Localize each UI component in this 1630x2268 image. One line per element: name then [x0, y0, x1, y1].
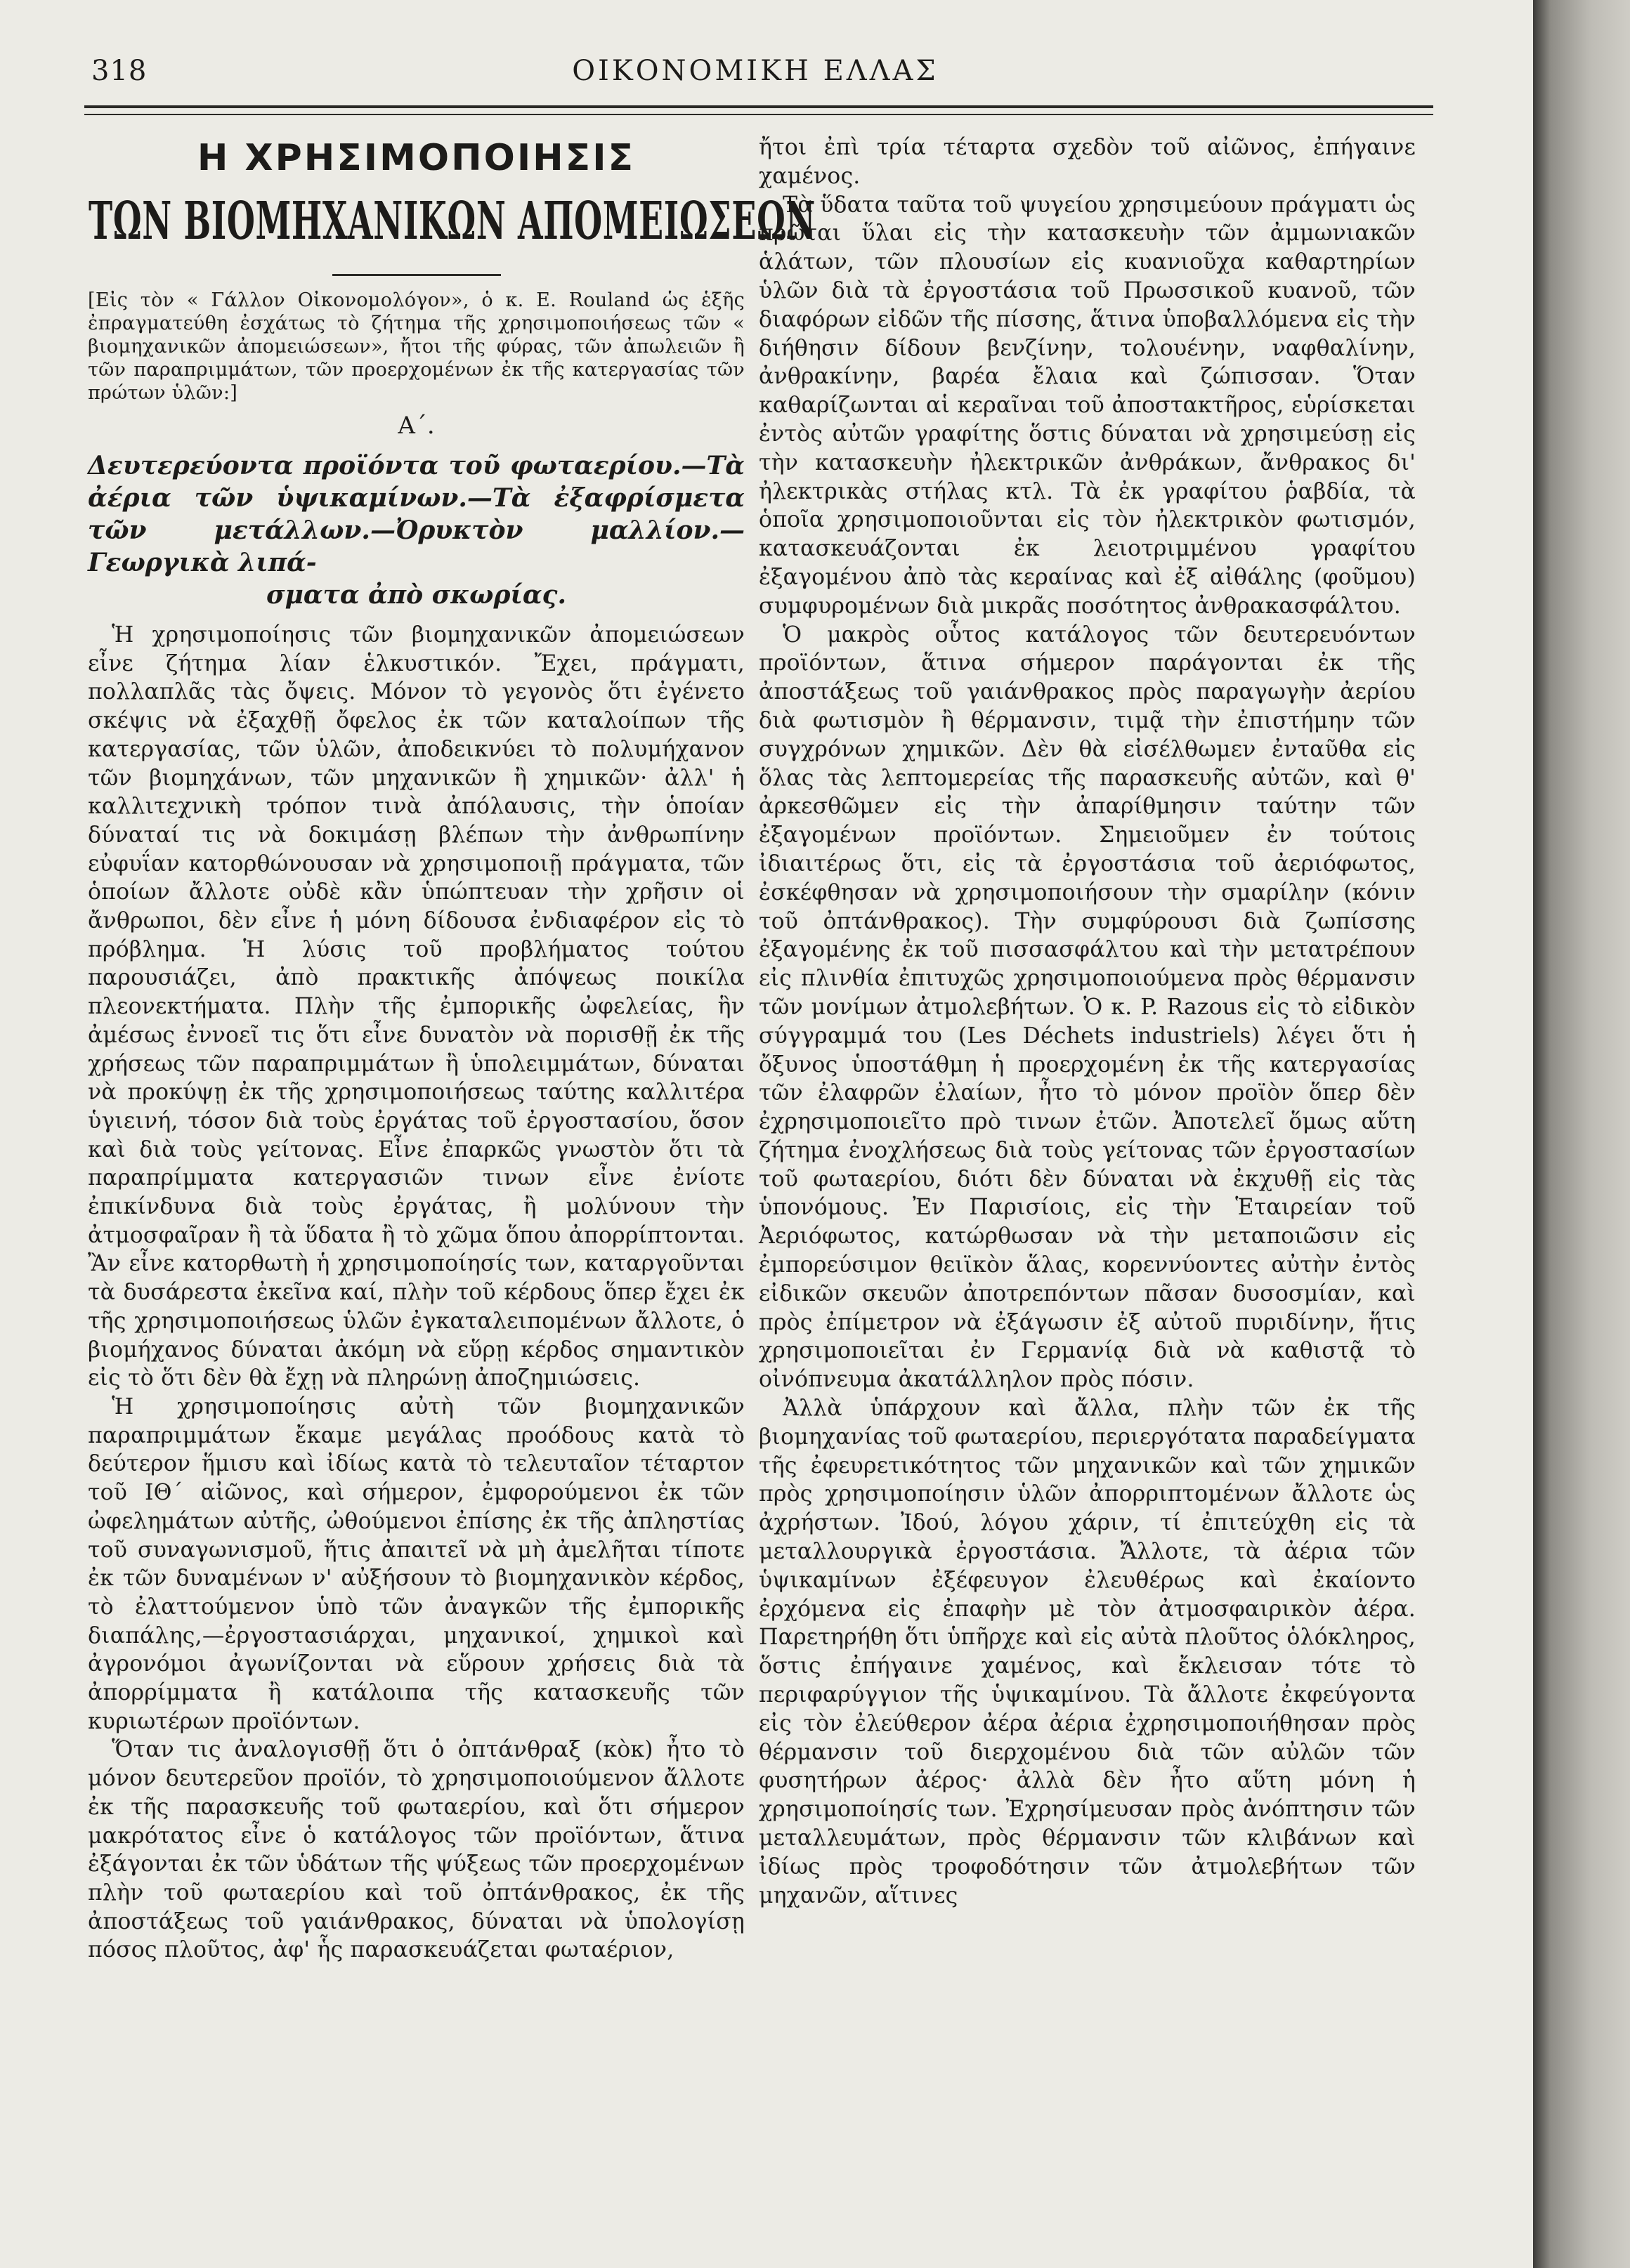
- right-paragraph-1: ἤτοι ἐπὶ τρία τέταρτα σχεδὸν τοῦ αἰῶνος, ἐπήγαινε χαμένος.: [759, 135, 1416, 189]
- left-column: [88, 133, 816, 1965]
- section-mark: Α΄.: [398, 412, 435, 440]
- article-title-line2: ΤΩΝ ΒΙΟΜΗΧΑΝΙΚΩΝ ΑΠΟΜΕΙΩΣΕΩΝ: [88, 191, 816, 251]
- left-paragraph-3: Ὅταν τις ἀναλογισθῇ ὅτι ὁ ὀπτάνθραξ (κὸκ) ἦτο τὸ μόνον δευτερεῦον προϊόν, τὸ χρησιμοποιούμενον ἄλλοτε ἐκ τῆς παρασκευῆς τοῦ φωταερίου, καὶ ὅτι σήμερον μακρότατος εἶνε ὁ κατάλογος τῶν προϊόντων, ἅτινα ἐξάγονται ἐκ τῶν ὑδάτων τῆς ψύξεως τῶν προερχομένων πλὴν τοῦ φωταερίου καὶ τοῦ ὀπτάνθρακος, ἐκ τῆς ἀποστάξεως τοῦ γαιάνθρακος, δύναται νὰ ὑπολογίσῃ πόσος πλοῦτος, ἀφ' ἧς παρασκευάζεται φωταέριον,: [88, 1737, 745, 1963]
- right-paragraph-4: Ἀλλὰ ὑπάρχουν καὶ ἄλλα, πλὴν τῶν ἐκ τῆς βιομηχανίας τοῦ φωταερίου, περιεργότατα παραδείγματα τῆς ἐφευρετικότητος τῶν μηχανικῶν καὶ τῶν χημικῶν πρὸς χρησιμοποίησιν ὑλῶν ἀπορριπτομένων ἄλλοτε ὡς ἀχρήστων. Ἰδού, λόγου χάριν, τί ἐπιτεύχθη εἰς τὰ μεταλλουργικὰ ἐργοστάσια. Ἄλλοτε, τὰ ἀέρια τῶν ὑψικαμίνων ἐξέφευγον ἐλευθέρως καὶ ἐκαίοντο ἐρχόμενα εἰς ἐπαφὴν μὲ τὸν ἀτμοσφαιρικὸν ἀέρα. Παρετηρήθη ὅτι ὑπῆρχε καὶ εἰς αὐτὰ πλοῦτος ὁλόκληρος, ὅστις ἐπήγαινε χαμένος, καὶ ἔκλεισαν τότε τὸ περιφαρύγγιον τῆς ὑψικαμίνου. Τὰ ἄλλοτε ἐκφεύγοντα εἰς τὸν ἐλεύθερον ἀέρα ἀέρια ἐχρησιμοποιήθησαν πρὸς θέρμανσιν τοῦ διερχομένου διὰ τῶν αὐλῶν τῶν φυσητήρων ἀέρος· ἀλλὰ δὲν ἦτο αὕτη μόνη ἡ χρησιμοποίησίς των. Ἐχρησίμευσαν πρὸς ἀνόπτησιν τῶν μεταλλευμάτων, πρὸς θέρμανσιν τῶν κλιβάνων καὶ ἰδίως πρὸς τροφοδότησιν τῶν ἀτμολεβήτων τῶν μηχανῶν, αἵτινες: [759, 1396, 1416, 1908]
- header-rule-thick: [84, 105, 1433, 108]
- header-rule-thin: [84, 114, 1433, 115]
- right-paragraph-2: Τὰ ὕδατα ταῦτα τοῦ ψυγείου χρησιμεύουν πράγματι ὡς πρῶται ὕλαι εἰς τὴν κατασκευὴν τῶν ἀμμωνιακῶν ἁλάτων, τῶν πλουσίων εἰς κυανιοῦχα καθαρτηρίων ὑλῶν διὰ τὰ ἐργοστάσια τοῦ Πρωσσικοῦ κυανοῦ, τῶν διαφόρων εἰδῶν τῆς πίσσης, ἅτινα ὑποβαλλόμενα εἰς τὴν διήθησιν δίδουν βενζίνην, τολουένην, ναφθαλίνην, ἀνθρακίνην, βαρέα ἔλαια καὶ ζώπισσαν. Ὅταν καθαρίζωνται αἱ κεραῖναι τοῦ ἀποστακτῆρος, εὑρίσκεται ἐντὸς αὐτῶν γραφίτης ὅστις δύναται νὰ χρησιμεύσῃ εἰς τὴν κατασκευὴν ἠλεκτρικῶν ἀνθράκων, ἄνθρακος δι' ἠλεκτρικὰς στήλας κτλ. Τὰ ἐκ γραφίτου ῥαβδία, τὰ ὁποῖα χρησιμοποιοῦνται εἰς τὸν ἠλεκτρικὸν φωτισμόν, κατασκευάζονται ἐκ λειοτριμμένου γραφίτου ἐξαγομένου ἀπὸ τὰς κεραίνας καὶ ἐξ αἰθάλης (φοῦμου) συμφυρομένων διὰ μικρᾶς ποσότητος ἀνθρακασφάλτου.: [759, 192, 1416, 619]
- journal-title: ΟΙΚΟΝΟΜΙΚΗ ΕΛΛΑΣ: [572, 55, 939, 87]
- running-header: [91, 55, 1419, 97]
- left-paragraph-1: Ἡ χρησιμοποίησις τῶν βιομηχανικῶν ἀπομειώσεων εἶνε ζήτημα λίαν ἑλκυστικόν. Ἔχει, πράγματι, πολλαπλᾶς τὰς ὄψεις. Μόνον τὸ γεγονὸς ὅτι ἐγένετο σκέψις νὰ ἐξαχθῇ ὄφελος ἐκ τῶν καταλοίπων τῆς κατεργασίας, τῶν ὑλῶν, ἀποδεικνύει τὸ πολυμήχανον τῶν βιομηχάνων, τῶν μηχανικῶν ἢ χημικῶν· ἀλλ' ἡ καλλιτεχνικὴ τρόπον τινὰ ἀπόλαυσις, τὴν ὁποίαν δύναταί τις νὰ δοκιμάσῃ βλέπων τὴν ἀνθρωπίνην εὐφυΐαν κατορθώνουσαν νὰ χρησιμοποιῇ πράγματα, τῶν ὁποίων ἄλλοτε οὐδὲ κἂν ὑπώπτευαν τὴν χρῆσιν οἱ ἄνθρωποι, δὲν εἶνε ἡ μόνη δίδουσα ἐνδιαφέρον εἰς τὸ πρόβλημα. Ἡ λύσις τοῦ προβλήματος τούτου παρουσιάζει, ἀπὸ πρακτικῆς ἀπόψεως ποικίλα πλεονεκτήματα. Πλὴν τῆς ἐμπορικῆς ὠφελείας, ἣν ἀμέσως ἐννοεῖ τις ὅτι εἶνε δυνατὸν νὰ πορισθῇ ἐκ τῆς χρήσεως τῶν παραπριμμάτων ἢ ὑπολειμμάτων, δύναται νὰ προκύψῃ ἐκ τῆς χρησιμοποιήσεως ταύτης καλλιτέρα ὑγιεινή, τόσον διὰ τοὺς ἐργάτας τοῦ ἐργοστασίου, ὅσον καὶ διὰ τοὺς γείτονας. Εἶνε ἐπαρκῶς γνωστὸν ὅτι τὰ παραπρίμματα κατεργασιῶν τινων εἶνε ἐνίοτε ἐπικίνδυνα διὰ τοὺς ἐργάτας, ἢ μολύνουν τὴν ἀτμοσφαῖραν ἢ τὰ ὕδατα ἢ τὸ χῶμα ὅπου ἀπορρίπτονται. Ἂν εἶνε κατορθωτὴ ἡ χρησιμοποίησίς των, καταργοῦνται τὰ δυσάρεστα ἐκεῖνα καί, πλὴν τοῦ κέρδους ὅπερ ἔχει ἐκ τῆς χρησιμοποιήσεως ὑλῶν ἐγκαταλειπομένων ἄλλοτε, ὁ βιομήχανος δύναται ἀκόμη νὰ εὕρῃ κέρδος σημαντικὸν εἰς τὸ ὅτι δὲν θὰ ἔχῃ νὰ πληρώνῃ ἀποζημιώσεις.: [88, 622, 745, 1391]
- right-paragraph-3: Ὁ μακρὸς οὗτος κατάλογος τῶν δευτερευόντων προϊόντων, ἅτινα σήμερον παράγονται ἐκ τῆς ἀποστάξεως τοῦ γαιάνθρακος πρὸς παραγωγὴν ἀερίου διὰ φωτισμὸν ἢ θέρμανσιν, τιμᾷ τὴν ἐπιστήμην τῶν συγχρόνων χημικῶν. Δὲν θὰ εἰσέλθωμεν ἐνταῦθα εἰς ὅλας τὰς λεπτομερείας τῆς παρασκευῆς αὐτῶν, καὶ θ' ἀρκεσθῶμεν εἰς τὴν ἀπαρίθμησιν ταύτην τῶν ἐξαγομένων προϊόντων. Σημειοῦμεν ἐν τούτοις ἰδιαιτέρως ὅτι, εἰς τὰ ἐργοστάσια τοῦ ἀεριόφωτος, ἐσκέφθησαν νὰ χρησιμοποιήσουν τὴν σμαρίλην (κόνιν τοῦ ὀπτάνθρακος). Τὴν συμφύρουσι διὰ ζωπίσσης ἐξαγομένης ἐκ τοῦ πισσασφάλτου καὶ τὴν μετατρέπουν εἰς πλινθία ἐπιτυχῶς χρησιμοποιούμενα πρὸς θέρμανσιν τῶν μονίμων ἀτμολεβήτων. Ὁ κ. P. Razous εἰς τὸ εἰδικὸν σύγγραμμά του (Les Déchets industriels) λέγει ὅτι ἡ ὄξυνος ὑποστάθμη ἡ προερχομένη ἐκ τῆς κατεργασίας τῶν ἐλαφρῶν ἐλαίων, ἦτο τὸ μόνον προϊὸν ὅπερ δὲν ἐχρησιμοποιεῖτο πρὸ τινων ἐτῶν. Ἀποτελεῖ ὅμως αὕτη ζήτημα ἐνοχλήσεως διὰ τοὺς γείτονας τῶν ἐργοστασίων τοῦ φωταερίου, διότι δὲν δύναται νὰ ἐκχυθῇ εἰς τὰς ὑπονόμους. Ἐν Παρισίοις, εἰς τὴν Ἑταιρείαν τοῦ Ἀεριόφωτος, κατώρθωσαν νὰ τὴν μεταποιῶσιν εἰς ἐμπορεύσιμον θειϊκὸν ἅλας, κορεννύοντες αὐτὴν ἐντὸς εἰδικῶν σκευῶν ἀποτρεπόντων πᾶσαν δυσοσμίαν, καὶ πρὸς ἐπίμετρον νὰ ἐξάγωσιν ἐξ αὐτοῦ πυριδίνην, ἥτις χρησιμοποιεῖται ἐν Γερμανίᾳ διὰ νὰ καθιστᾷ τὸ οἰνόπνευμα ἀκατάλληλον πρὸς πόσιν.: [759, 622, 1416, 1393]
- article-title-line1: Η ΧΡΗΣΙΜΟΠΟΙΗΣΙΣ: [197, 137, 636, 179]
- right-column: [759, 133, 1416, 1910]
- page-number: 318: [91, 55, 148, 87]
- title-divider: [332, 274, 501, 276]
- book-gutter-edge: [1533, 0, 1630, 2268]
- left-paragraph-2: Ἡ χρησιμοποίησις αὐτὴ τῶν βιομηχανικῶν παραπριμμάτων ἔκαμε μεγάλας προόδους κατὰ τὸ δεύτερον ἥμισυ καὶ ἰδίως κατὰ τὸ τελευταῖον τέταρτον τοῦ ΙΘ΄ αἰῶνος, καὶ σήμερον, ἐμφορούμενοι ἐκ τῶν ὠφελημάτων αὐτῆς, ὠθούμενοι ἐπίσης ἐκ τῆς ἀπληστίας τοῦ συναγωνισμοῦ, ἥτις ἀπαιτεῖ νὰ μὴ ἀμελῆται τίποτε ἐκ τῶν δυναμένων ν' αὐξήσουν τὸ βιομηχανικὸν κέρδος, τὸ ἐλαττούμενον ὑπὸ τῶν ἀναγκῶν τῆς ἐμπορικῆς διαπάλης,—ἐργοστασιάρχαι, μηχανικοί, χημικοὶ καὶ ἀγρονόμοι ἀγωνίζονται νὰ εὕρουν χρήσεις διὰ τὰ ἀπορρίμματα ἢ κατάλοιπα τῆς κατασκευῆς τῶν κυριωτέρων προϊόντων.: [88, 1394, 745, 1734]
- section-subheading: [88, 450, 745, 611]
- subheading-end: σματα ἀπὸ σκωρίας.: [266, 580, 566, 610]
- subheading-main: Δευτερεύοντα προϊόντα τοῦ φωταερίου.—Τὰ ἀέρια τῶν ὑψικαμίνων.—Τὰ ἐξαφρίσμετα τῶν μετάλλων.—Ὀρυκτὸν μαλλίον.—Γεωργικὰ λιπά-: [88, 451, 745, 577]
- editorial-note: [Εἰς τὸν « Γάλλον Οἰκονομολόγον», ὁ κ. E. Rouland ὡς ἑξῆς ἐπραγματεύθη ἐσχάτως τὸ ζήτημα τῆς χρησιμοποιήσεως τῶν « βιομηχανικῶν ἀπομειώσεων», ἤτοι τῆς φύρας, τῶν ἀπωλειῶν ἢ τῶν παραπριμμάτων, τῶν προερχομένων ἐκ τῆς κατεργασίας τῶν πρώτων ὑλῶν:]: [88, 289, 745, 404]
